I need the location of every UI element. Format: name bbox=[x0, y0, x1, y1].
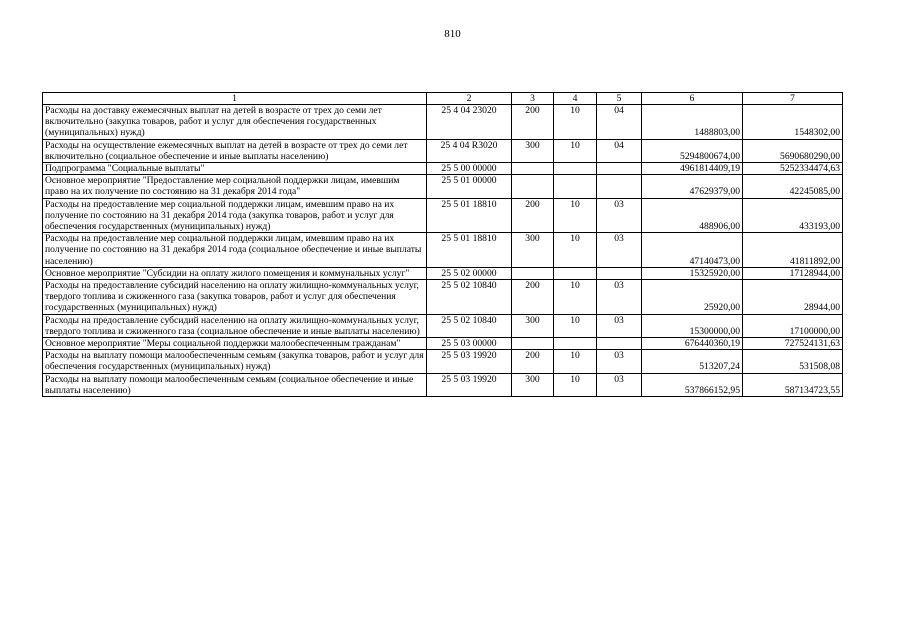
row-section-cell bbox=[554, 267, 597, 279]
table-row bbox=[43, 314, 843, 337]
row-subsection-cell bbox=[597, 163, 642, 175]
row-name-cell: Основное мероприятие "Меры социальной поддержки малообеспеченным гражданам" bbox=[43, 338, 427, 350]
row-expense-type-cell: 200 bbox=[512, 350, 554, 373]
header-row bbox=[43, 93, 843, 105]
row-code-cell: 25 5 03 00000 bbox=[427, 338, 512, 350]
table-row bbox=[43, 280, 843, 315]
row-expense-type-cell bbox=[512, 338, 554, 350]
row-amount-col6-cell: 4961814409,19 bbox=[642, 163, 743, 175]
row-code-cell: 25 5 02 00000 bbox=[427, 267, 512, 279]
row-name-cell: Расходы на осуществление ежемесячных выплат на детей в возрасте от трех до семи лет включительно (социальное обеспечение и иные выплаты населению) bbox=[43, 139, 427, 162]
row-subsection-cell: 03 bbox=[597, 314, 642, 337]
row-amount-col6-cell: 488906,00 bbox=[642, 198, 743, 233]
row-section-cell bbox=[554, 175, 597, 198]
row-code-cell: 25 4 04 R3020 bbox=[427, 139, 512, 162]
table-row bbox=[43, 198, 843, 233]
header-col-1: 1 bbox=[43, 93, 427, 105]
row-code-cell: 25 4 04 23020 bbox=[427, 105, 512, 140]
row-name-cell: Расходы на предоставление мер социальной поддержки лицам, имевшим право на их получение по состоянию на 31 декабря 2014 года (социальное обеспечение и иные выплаты населению) bbox=[43, 233, 427, 268]
row-amount-col7-cell: 42245085,00 bbox=[743, 175, 843, 198]
row-code-cell: 25 5 03 19920 bbox=[427, 373, 512, 396]
row-section-cell: 10 bbox=[554, 373, 597, 396]
table-row bbox=[43, 350, 843, 373]
row-name-cell: Расходы на предоставление субсидий населению на оплату жилищно-коммунальных услуг, твердого топлива и сжиженного газа (социальное обеспечение и иные выплаты населению) bbox=[43, 314, 427, 337]
row-section-cell: 10 bbox=[554, 233, 597, 268]
row-section-cell: 10 bbox=[554, 105, 597, 140]
table-row bbox=[43, 175, 843, 198]
row-expense-type-cell bbox=[512, 267, 554, 279]
row-section-cell bbox=[554, 338, 597, 350]
row-name-cell: Расходы на выплату помощи малообеспеченным семьям (закупка товаров, работ и услуг для обеспечения государственных (муниципальных) нужд) bbox=[43, 350, 427, 373]
row-name-cell: Расходы на доставку ежемесячных выплат на детей в возрасте от трех до семи лет включительно (закупка товаров, работ и услуг для обеспечения государственных (муниципальных) нужд) bbox=[43, 105, 427, 140]
row-amount-col7-cell: 1548302,00 bbox=[743, 105, 843, 140]
row-expense-type-cell: 300 bbox=[512, 314, 554, 337]
table-row bbox=[43, 139, 843, 162]
budget-table bbox=[42, 92, 843, 397]
row-section-cell: 10 bbox=[554, 314, 597, 337]
row-amount-col6-cell: 513207,24 bbox=[642, 350, 743, 373]
row-amount-col7-cell: 587134723,55 bbox=[743, 373, 843, 396]
row-amount-col7-cell: 433193,00 bbox=[743, 198, 843, 233]
row-name-cell: Основное мероприятие "Предоставление мер социальной поддержки лицам, имевшим право на их получение по состоянию на 31 декабря 2014 года" bbox=[43, 175, 427, 198]
row-code-cell: 25 5 03 19920 bbox=[427, 350, 512, 373]
row-amount-col6-cell: 5294800674,00 bbox=[642, 139, 743, 162]
table-row bbox=[43, 338, 843, 350]
header-col-7: 7 bbox=[743, 93, 843, 105]
row-section-cell: 10 bbox=[554, 198, 597, 233]
row-amount-col7-cell: 5252334474,63 bbox=[743, 163, 843, 175]
row-code-cell: 25 5 01 18810 bbox=[427, 198, 512, 233]
row-subsection-cell: 04 bbox=[597, 105, 642, 140]
row-expense-type-cell: 300 bbox=[512, 373, 554, 396]
table-row bbox=[43, 233, 843, 268]
row-subsection-cell: 04 bbox=[597, 139, 642, 162]
row-amount-col7-cell: 17128944,00 bbox=[743, 267, 843, 279]
table-row bbox=[43, 373, 843, 396]
row-subsection-cell: 03 bbox=[597, 373, 642, 396]
row-amount-col7-cell: 41811892,00 bbox=[743, 233, 843, 268]
row-subsection-cell: 03 bbox=[597, 350, 642, 373]
row-expense-type-cell: 200 bbox=[512, 105, 554, 140]
row-code-cell: 25 5 02 10840 bbox=[427, 280, 512, 315]
row-expense-type-cell: 300 bbox=[512, 233, 554, 268]
row-amount-col6-cell: 15325920,00 bbox=[642, 267, 743, 279]
row-section-cell: 10 bbox=[554, 280, 597, 315]
table-row bbox=[43, 267, 843, 279]
row-expense-type-cell bbox=[512, 175, 554, 198]
row-subsection-cell bbox=[597, 338, 642, 350]
row-amount-col6-cell: 47140473,00 bbox=[642, 233, 743, 268]
row-amount-col6-cell: 1488803,00 bbox=[642, 105, 743, 140]
row-amount-col7-cell: 531508,08 bbox=[743, 350, 843, 373]
table-row bbox=[43, 163, 843, 175]
row-section-cell bbox=[554, 163, 597, 175]
row-expense-type-cell: 300 bbox=[512, 139, 554, 162]
page-number: 810 bbox=[444, 28, 461, 40]
row-amount-col7-cell: 28944,00 bbox=[743, 280, 843, 315]
row-code-cell: 25 5 01 18810 bbox=[427, 233, 512, 268]
row-name-cell: Расходы на предоставление субсидий населению на оплату жилищно-коммунальных услуг, твердого топлива и сжиженного газа (закупка товаров, работ и услуг для обеспечения государственных (муниципальных) нужд) bbox=[43, 280, 427, 315]
row-subsection-cell: 03 bbox=[597, 280, 642, 315]
table-row bbox=[43, 105, 843, 140]
row-name-cell: Расходы на предоставление мер социальной поддержки лицам, имевшим право на их получение по состоянию на 31 декабря 2014 года (закупка товаров, работ и услуг для обеспечения государственных (муниципальных) нужд) bbox=[43, 198, 427, 233]
row-amount-col7-cell: 727524131,63 bbox=[743, 338, 843, 350]
row-expense-type-cell: 200 bbox=[512, 198, 554, 233]
row-amount-col6-cell: 537866152,95 bbox=[642, 373, 743, 396]
row-expense-type-cell: 200 bbox=[512, 280, 554, 315]
header-col-4: 4 bbox=[554, 93, 597, 105]
row-subsection-cell bbox=[597, 175, 642, 198]
row-code-cell: 25 5 02 10840 bbox=[427, 314, 512, 337]
row-amount-col6-cell: 47629379,00 bbox=[642, 175, 743, 198]
row-code-cell: 25 5 01 00000 bbox=[427, 175, 512, 198]
row-amount-col6-cell: 25920,00 bbox=[642, 280, 743, 315]
header-col-5: 5 bbox=[597, 93, 642, 105]
row-amount-col7-cell: 17100000,00 bbox=[743, 314, 843, 337]
row-expense-type-cell bbox=[512, 163, 554, 175]
row-subsection-cell: 03 bbox=[597, 198, 642, 233]
row-amount-col7-cell: 5690680290,00 bbox=[743, 139, 843, 162]
row-name-cell: Расходы на выплату помощи малообеспеченным семьям (социальное обеспечение и иные выплаты населению) bbox=[43, 373, 427, 396]
row-amount-col6-cell: 15300000,00 bbox=[642, 314, 743, 337]
header-col-6: 6 bbox=[642, 93, 743, 105]
row-subsection-cell bbox=[597, 267, 642, 279]
row-section-cell: 10 bbox=[554, 139, 597, 162]
row-code-cell: 25 5 00 00000 bbox=[427, 163, 512, 175]
row-amount-col6-cell: 676440360,19 bbox=[642, 338, 743, 350]
header-col-2: 2 bbox=[427, 93, 512, 105]
row-name-cell: Основное мероприятие "Субсидии на оплату жилого помещения и коммунальных услуг" bbox=[43, 267, 427, 279]
row-name-cell: Подпрограмма "Социальные выплаты" bbox=[43, 163, 427, 175]
row-subsection-cell: 03 bbox=[597, 233, 642, 268]
header-col-3: 3 bbox=[512, 93, 554, 105]
row-section-cell: 10 bbox=[554, 350, 597, 373]
